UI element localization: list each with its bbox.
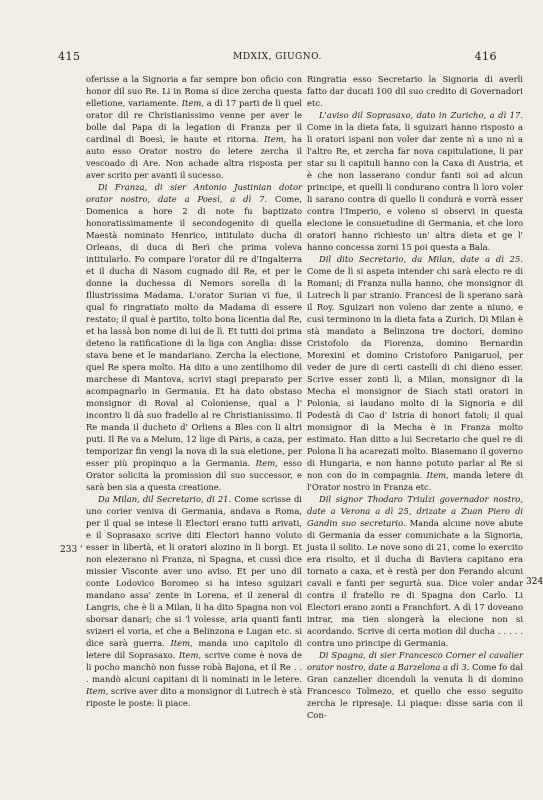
paragraph bbox=[307, 253, 523, 493]
margin-number-right: 324 bbox=[526, 577, 543, 587]
entry-heading: Dil signor Thodaro Triulzi governador nostro, date a Verona a dì 25, drizate a Zuan Piero di Gandin suo secretario. bbox=[307, 494, 523, 528]
item-marker: Item, bbox=[255, 458, 284, 468]
text-run: Come de lì si aspeta intender chi sarà electo re di Romani; di Franza nulla hanno, che monsignor di Lutrech li par stranio. Francesi de lì sperano sarà il Roy. Sguizari non voleno dar zente a niuno, e cusì terminono in la dieta fata a Zurich. Di Milan è stà mandato a Belinzona tre doctori, domino Cristofolo da Fiorenza, domino Bernardin Morexini et domino Cristoforo Panigaruol, per veder de jure di certi castelli di chi dieno esser. Scrive esser zonti lì, a Milan, monsignor di la Mecha el monsignor de Siach stati oratori in Polonia, si laudano molto di la Signoria e dil Podestà di Cao d' Istria di honori fatoli; il qual monsignor di la Mecha è in Franza molto estimato. Han ditto a lui Secretario che quel re di Polona li ha acarezati molto. Biasemano il governo di Hungaria, e non hanno potuto parlar al Re si non con do in compagnia. bbox=[307, 266, 523, 480]
paragraph bbox=[86, 181, 302, 493]
paragraph bbox=[307, 649, 523, 721]
paragraph bbox=[307, 73, 523, 109]
text-run: oferisse a la Signoria a far sempre bon oficio con honor dil suo Re. Li in Roma si dice zercha questa elletione, variamente. bbox=[86, 74, 302, 108]
running-title: MDXIX, GIUGNO. bbox=[233, 52, 322, 62]
page-header bbox=[58, 50, 497, 66]
item-marker: Item, bbox=[181, 98, 207, 108]
right-text-column bbox=[307, 73, 523, 785]
page-number-right: 416 bbox=[474, 50, 497, 63]
entry-heading: Di Spagna, di sier Francesco Corner el cavalier orator nostro, date a Barzelona a dì 3. bbox=[307, 650, 523, 672]
text-run: scrive aver dito a monsignor di Lutrech è stà riposte le poste: li piace. bbox=[86, 686, 302, 708]
entry-heading: Dil dito Secretario, da Milan, date a dì 25. bbox=[319, 254, 523, 264]
text-run: Come in la dieta fata, li sguizari hanno risposto a li oratori ispani non voler dar zente nì a uno nì a l'altro Re, et zercha far nova capitulatione, li par star su li capituli hanno con la Caxa di Austria, et è che non lasserano condur fanti soi ad alcun principe, et quelli li condurano contra li loro voler li sarano contra di quello li condurà e vorrà esser contra l'Imperio, e voleno si observi in questa elecione le consuetudine di Germania, et che loro oratori hanno richiesto un' altra dieta et ge l' hanno concessa zorni 15 poi questa a Bala. bbox=[307, 122, 523, 252]
item-marker: Item, bbox=[264, 134, 292, 144]
paragraph bbox=[86, 73, 302, 181]
text-run: Ringratia esso Secretario la Signoria di averli fatto dar ducati 100 dil suo credito di Governadori etc. bbox=[307, 74, 523, 108]
entry-heading: Da Milan, dil Secretario, di 21. bbox=[98, 494, 235, 504]
entry-heading: Di Franza, di sier Antonio Justinian dotor orator nostro, date a Poesì, a dì 7. bbox=[86, 182, 302, 204]
text-run: Manda alcune nove abute di Germania da esser comunichate a la Signoria, justa il solito. Le nove sono di 21, come lo exercito era risolto, et il ducha di Baviera capitano era tornato a caxa, et è restà per don Ferando alcuni cavali e fanti per segurtà sua. Dice voler andar contra il fratello re di Spagna don Carlo. Li Electori erano zonti a Franchfort. A dì 17 doveano intrar, ma tien slongerà la elecione non si acordando. Scrive di certa motion dil ducha . . . . . contra uno principe di Germania. bbox=[307, 518, 523, 648]
left-text-column bbox=[86, 73, 302, 785]
margin-number-left: 233 ' bbox=[60, 545, 83, 555]
item-marker: Item, bbox=[170, 638, 199, 648]
text-run: a dì 17 parti de lì quel orator dil re Christianissimo venne per aver le bolle dal Papa di la legation di Franza per il cardinal di Boesì, le haute et ritorna. bbox=[86, 98, 302, 144]
page-number-left: 415 bbox=[58, 50, 81, 63]
text-run: manda letere di l'Orator nostro in Franza etc. bbox=[307, 470, 523, 492]
text-run: ha auto esso Orator nostro do letere zercha il vescoado di Are. Non achade altra risposta per aver scrito per avanti il sucesso. bbox=[86, 134, 302, 180]
text-run: Come fo dal Gran canzelier dicendoli la venuta li di domino Francesco Tolmezo, et quello che esso seguito zercha le ripresaje. Li piaque: disse saria con il Con- bbox=[307, 662, 523, 720]
paragraph bbox=[86, 493, 302, 709]
item-marker: Item, bbox=[426, 470, 453, 480]
text-run: Come, Domenica a hore 2 di note fu baptizato honoratissimamente il secondogenito di quella Maestà nominato Henrico, intitulato ducha di Orleans, di duca di Berì che prima voleva intitularlo. Fo compare l'orator dil re d'Ingalterra et il ducha di Nasom cugnado dil Re, et per le donne la duchessa di Nemors sorella di la Illustrissima Madama. L'orator Surian vi fue, il qual fo ringratiato molto da Madama di essere restato; il qual è partito, tolto bona licentia dal Re, et ha lassà bon nome di lui de lì. Et tutti doi prima deteno la ratificatione di la liga con Anglia: disse stava bene et le mandariano. Zercha la electione, quel Re spera molto. Ha dito a uno zentilhomo dil marchese di Mantova, scrivi stagi preparato per acompagnarlo in Germania. Et ha dato obstaso monsignor di Roval al Coloniense, qual a l' incontro li dà suo fradello al re Christianissimo. Il Re manda il ducheto d' Orliens a Bles con li altri puti. Il Re va a Melum, 12 lige di Paris, a caza, per temporizar fin vengi la nova di la sua eletione, per esser più propinquo a la Germania. bbox=[86, 194, 302, 468]
text-run: manda uno capitolo di letere dil Soprasaxo. bbox=[86, 638, 302, 660]
item-marker: Item, bbox=[86, 686, 111, 696]
item-marker: Item, bbox=[178, 650, 205, 660]
paragraph bbox=[307, 109, 523, 253]
text-run: scrive come è nova de li pocho manchò non fusse robà Bajona, et il Re . . . mandò alcuni capitani di li nominati in le letere. bbox=[86, 650, 302, 684]
text-run: esso Orator solicita la promission dil suo successor, e sarà ben sia a questa creatione. bbox=[86, 458, 302, 492]
paragraph bbox=[307, 493, 523, 649]
text-run: Come scrisse di uno corier veniva di Germania, andava a Roma, per il qual se intese li Electori erano tutti arivati, e il Soprasaxo scrive diti Electori hanno voluto esser in libertà, et li oratori alozino in li borgi. Et non elezerano nì Franza, nì Spagna, et cussì dice missier Visconte aver uno aviso. Et per uno dil conte Lodovico Boromeo si ha inteso sguizari mandano assa' zente in Lorena, et il zeneral di Langris, che è li a Milan, li ha dito Spagna non vol sborsar danari; che si 'l volesse, aria quanti fanti svizeri el voria, et che a Belinzona e Lugan etc. si dice sarà guerra. bbox=[86, 494, 302, 648]
entry-heading: L'aviso dil Soprasaxo, dato in Zuricho, a dì 17. bbox=[319, 110, 523, 120]
